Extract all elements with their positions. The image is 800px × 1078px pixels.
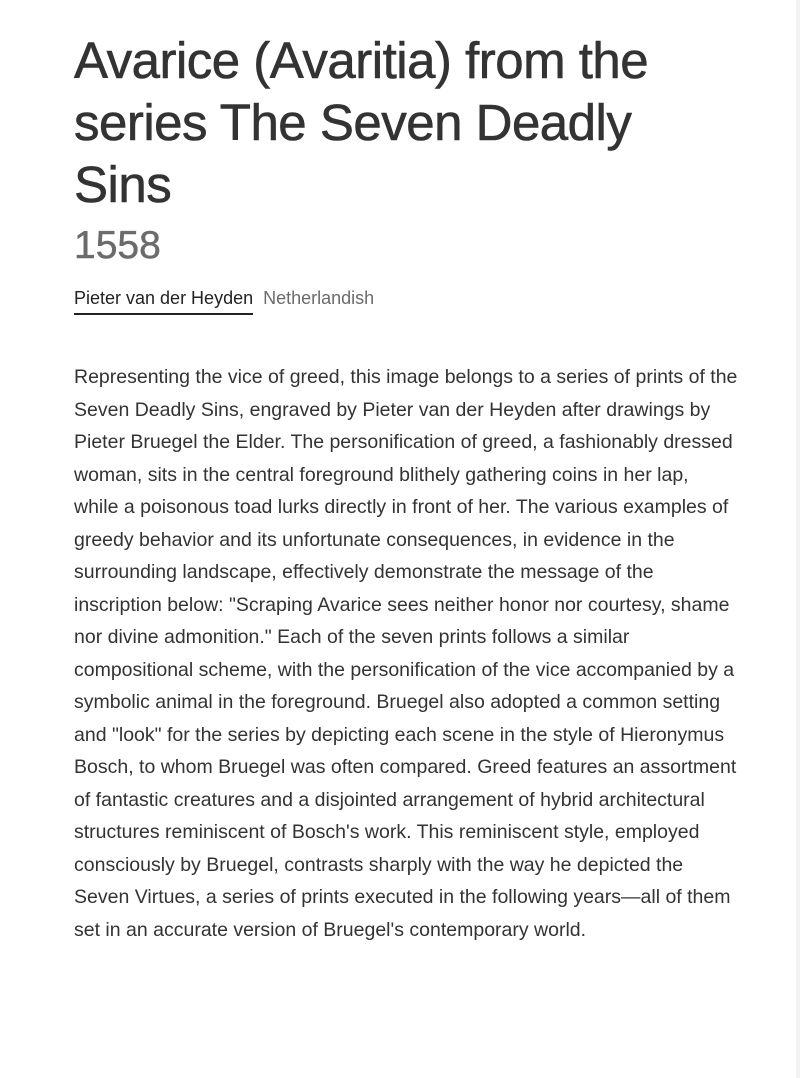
artwork-title: Avarice (Avaritia) from the series The Seven Deadly Sins xyxy=(74,32,649,213)
artist-link[interactable]: Pieter van der Heyden xyxy=(74,288,253,315)
artist-nationality: Netherlandish xyxy=(263,288,375,308)
artist-row xyxy=(74,288,738,315)
artwork-date: 1558 xyxy=(74,224,161,267)
artwork-detail xyxy=(74,30,738,946)
page-scrollbar[interactable] xyxy=(796,0,800,1078)
artwork-description: Representing the vice of greed, this image belongs to a series of prints of the Seven Deadly Sins, engraved by Pieter van der Heyden after drawings by Pieter Bruegel the Elder. The personification of greed, a fashionably dressed woman, sits in the central foreground blithely gathering coins in her lap, while a poisonous toad lurks directly in front of her. The various examples of greedy behavior and its unfortunate consequences, in evidence in the surrounding landscape, effectively demonstrate the message of the inscription below: "Scraping Avarice sees neither honor nor courtesy, shame nor divine admonition." Each of the seven prints follows a similar compositional scheme, with the personification of the vice accompanied by a symbolic animal in the foreground. Bruegel also adopted a common setting and "look" for the series by depicting each scene in the style of Hieronymus Bosch, to whom Bruegel was often compared. Greed features an assortment of fantastic creatures and a disjointed arrangement of hybrid architectural structures reminiscent of Bosch's work. This reminiscent style, employed consciously by Bruegel, contrasts sharply with the way he depicted the Seven Virtues, a series of prints executed in the following years—all of them set in an accurate version of Bruegel's contemporary world. xyxy=(74,366,738,941)
